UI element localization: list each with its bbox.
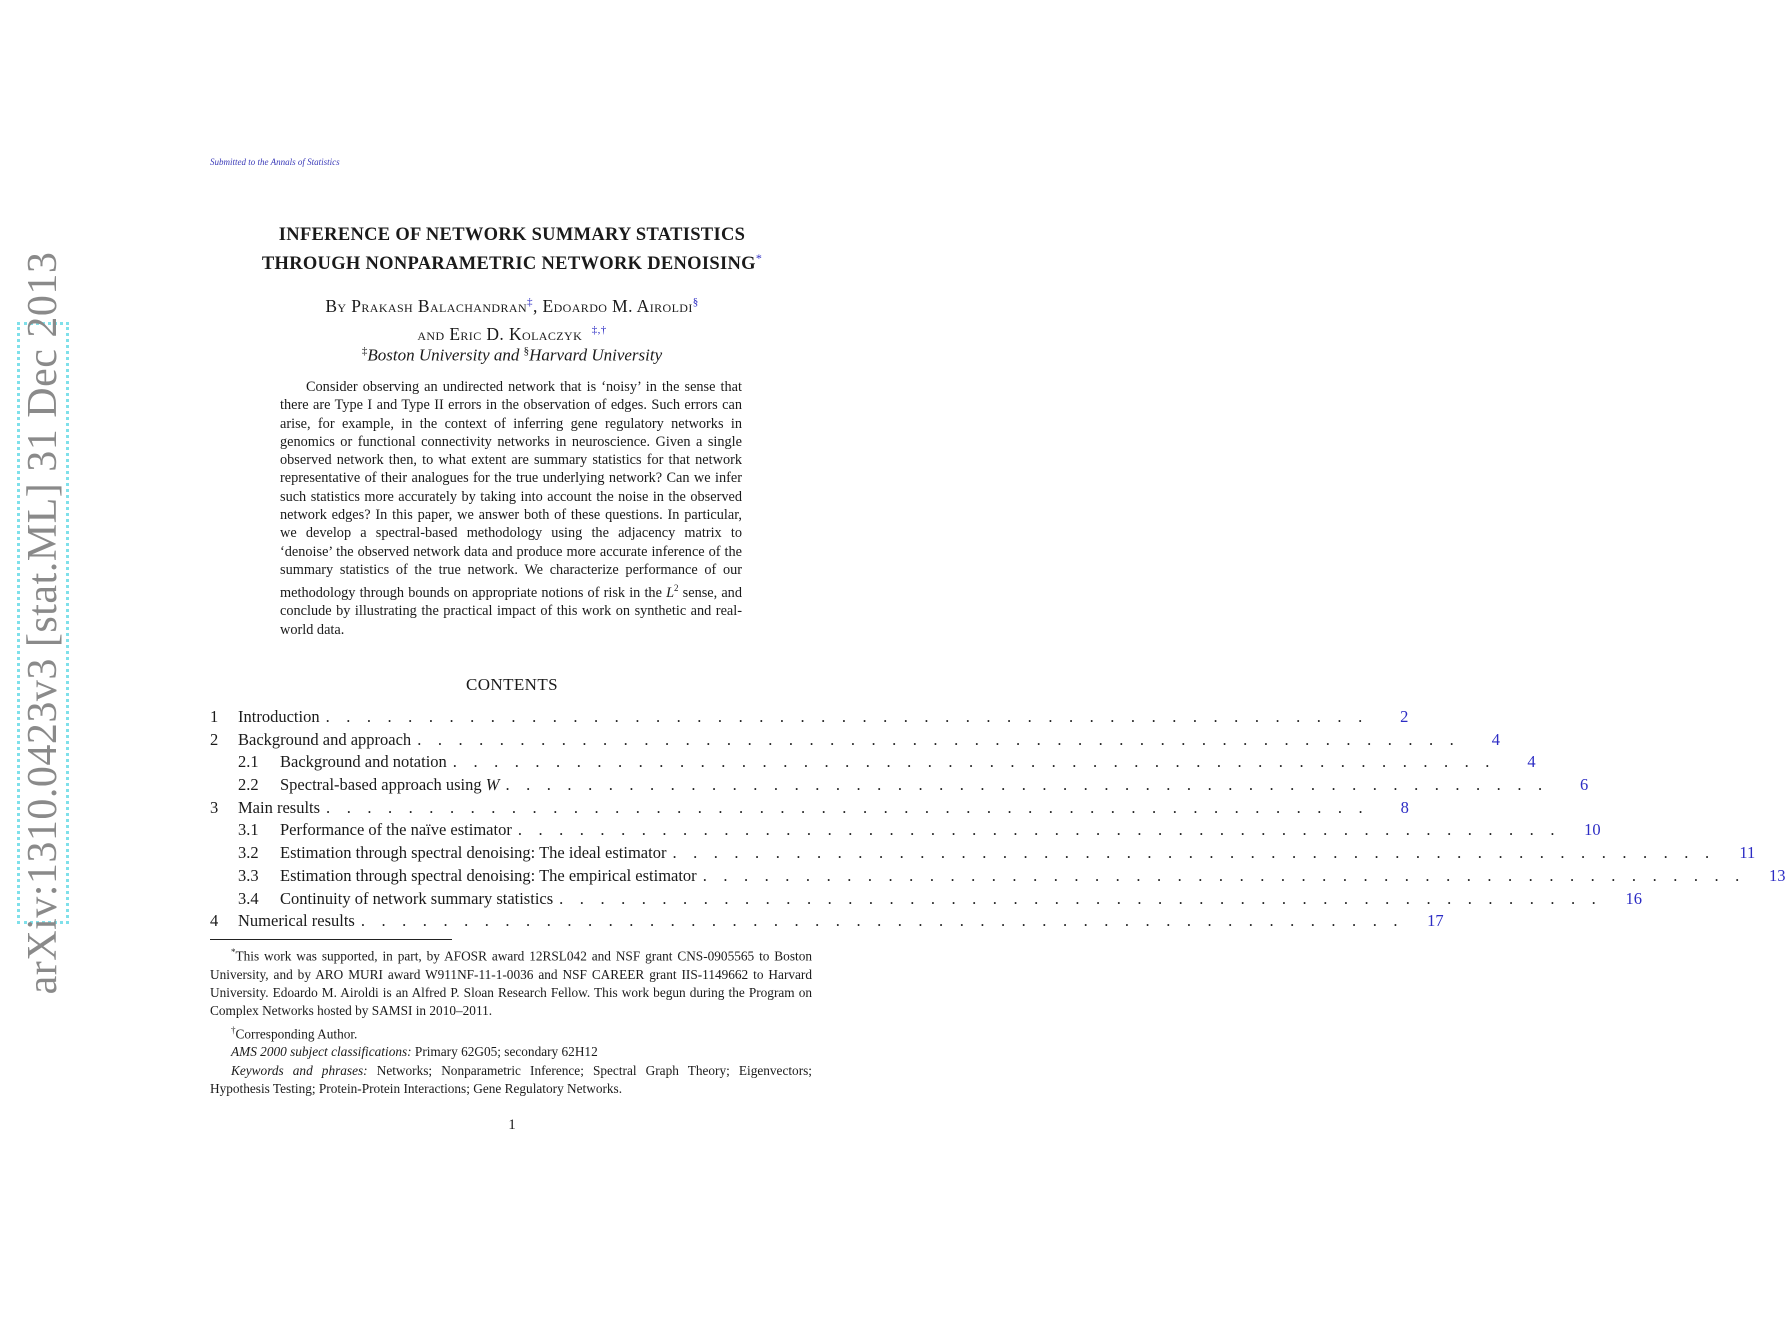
author-list (0, 290, 1024, 346)
submitted-note[interactable]: Submitted to the Annals of Statistics (210, 157, 340, 167)
abstract-text-2: sense, and conclude by illustrating the practical impact of this work on synthetic and real-world data. (280, 585, 742, 638)
title-line-1: INFERENCE OF NETWORK SUMMARY STATISTICS (278, 225, 746, 245)
toc-entry-empirical-estimator[interactable] (210, 865, 1786, 888)
toc-title[interactable]: Background and approach (238, 729, 417, 752)
toc-leader-dots: . . . . . . . . . . . . . . . . . . . . . . . . . . . . . . . . . . . . . . . . . . . . . . . . . . . (505, 775, 1549, 795)
toc-number: 2.1 (238, 752, 259, 772)
affiliations (0, 345, 1024, 366)
affil-harvard: Harvard University (529, 345, 663, 365)
toc-leader-dots: . . . . . . . . . . . . . . . . . . . . . . . . . . . . . . . . . . . . . . . . . . . . . . . . . . . (417, 729, 1461, 749)
toc-entry-main-results[interactable] (210, 797, 1409, 820)
toc-number: 1 (210, 707, 219, 726)
toc-title-math: W (485, 775, 500, 795)
author-kolaczyk: Eric D. Kolaczyk (449, 323, 583, 344)
footnote-mark-star: * (231, 947, 236, 957)
footnote-corresponding-text: Corresponding Author. (235, 1026, 358, 1042)
arxiv-stamp (17, 251, 69, 995)
toc-leader-dots: . . . . . . . . . . . . . . . . . . . . . . . . . . . . . . . . . . . . . . . . . . . . . . . . . . . (452, 752, 1496, 772)
ams-value: Primary 62G05; secondary 62H12 (411, 1044, 598, 1060)
toc-title[interactable]: Introduction (238, 706, 326, 729)
toc-title[interactable]: Estimation through spectral denoising: The ideal estimator (280, 842, 672, 865)
toc-leader-dots: . . . . . . . . . . . . . . . . . . . . . . . . . . . . . . . . . . . . . . . . . . . . . . . . . . . (326, 797, 1369, 817)
toc-page-link[interactable]: 2 (1400, 707, 1409, 726)
toc-entry-numerical-results[interactable] (210, 910, 1444, 933)
toc-title[interactable]: Main results (238, 797, 326, 820)
toc-number: 3 (210, 797, 219, 817)
footnote-rule (210, 939, 452, 940)
title-footnote-mark[interactable]: * (755, 251, 763, 265)
toc-page-link[interactable]: 11 (1739, 843, 1756, 863)
toc-page-link[interactable]: 4 (1527, 752, 1536, 772)
affil-boston: Boston University (367, 345, 490, 365)
toc-page-link[interactable]: 16 (1625, 888, 1642, 908)
title-line-2-text: THROUGH NONPARAMETRIC NETWORK DENOISING (261, 254, 756, 275)
toc-number: 2 (210, 729, 219, 749)
footnote-funding (210, 943, 812, 1021)
footnote-mark-dagger: † (231, 1024, 236, 1035)
affil-and: and (489, 345, 524, 365)
ams-label: AMS 2000 subject classifications: (231, 1044, 412, 1060)
toc-title[interactable] (280, 774, 505, 797)
toc-number: 3.1 (238, 820, 259, 840)
toc-number: 3.3 (238, 865, 259, 885)
author-airoldi: Edoardo M. Airoldi (542, 295, 693, 316)
author-line-1 (0, 290, 1024, 318)
toc-title[interactable]: Performance of the naïve estimator (280, 819, 518, 842)
toc-title[interactable]: Numerical results (238, 910, 361, 933)
table-of-contents (210, 706, 1786, 933)
toc-title[interactable]: Continuity of network summary statistics (280, 888, 559, 911)
toc-entry-background-approach[interactable] (210, 729, 1501, 752)
toc-leader-dots: . . . . . . . . . . . . . . . . . . . . . . . . . . . . . . . . . . . . . . . . . . . . . . . . . . . (325, 707, 1369, 726)
toc-number: 4 (210, 911, 219, 931)
keywords (210, 1062, 812, 1099)
toc-number: 3.4 (238, 888, 259, 908)
abstract (280, 378, 742, 639)
contents-heading: CONTENTS (466, 675, 558, 694)
abstract-math-sup: 2 (674, 583, 679, 594)
toc-entry-background-notation[interactable] (210, 751, 1536, 774)
toc-leader-dots: . . . . . . . . . . . . . . . . . . . . . . . . . . . . . . . . . . . . . . . . . . . . . . . . . . . (702, 865, 1746, 885)
paper-title (0, 224, 1024, 276)
abstract-text-1: Consider observing an undirected network that is ‘noisy’ in the sense that there are Type I and Type II errors in the observation of edges. Such errors can arise, for example, in the context of inferring gene regulatory networks in genomics or functional connectivity networks in neuroscience. Given a single observed network then, to what extent are summary statistics for that network representative of their analogues for the true underlying network? Can we infer such statistics more accurately by taking into account the noise in the observed network edges? In this paper, we answer both of these questions. In particular, we develop a spectral-based methodology using the adjacency matrix to ‘denoise’ the observed network data and produce more accurate inference of the summary statistics of the true network. We characterize performance of our methodology through bounds on appropriate notions of risk in the (280, 379, 742, 602)
author-balachandran: Prakash Balachandran (351, 295, 528, 316)
page-number: 1 (508, 1117, 516, 1133)
by-label: By (325, 295, 347, 316)
author-mark-3: ‡,† (591, 323, 607, 336)
keywords-value: Networks; Nonparametric Inference; Spectral Graph Theory; Eigenvectors; Hypothesis Testing; Protein-Protein Interactions; Gene Regulatory Networks. (210, 1062, 813, 1096)
author-line-2 (0, 318, 1024, 346)
toc-page-link[interactable]: 8 (1400, 797, 1409, 817)
toc-leader-dots: . . . . . . . . . . . . . . . . . . . . . . . . . . . . . . . . . . . . . . . . . . . . . . . . . . . (559, 888, 1602, 908)
toc-leader-dots: . . . . . . . . . . . . . . . . . . . . . . . . . . . . . . . . . . . . . . . . . . . . . . . . . . . (360, 911, 1404, 931)
toc-page-link[interactable]: 13 (1769, 865, 1786, 885)
toc-entry-ideal-estimator[interactable] (210, 842, 1756, 865)
keywords-label: Keywords and phrases: (231, 1062, 368, 1078)
toc-number: 2.2 (238, 775, 259, 795)
toc-page-link[interactable]: 6 (1580, 775, 1589, 795)
affil-mark-1: ‡ (361, 345, 368, 357)
toc-leader-dots: . . . . . . . . . . . . . . . . . . . . . . . . . . . . . . . . . . . . . . . . . . . . . . . . . . . (672, 843, 1716, 863)
abstract-math-l: L (666, 585, 675, 602)
arxiv-stamp-text: arXiv:1310.0423v3 [stat.ML] 31 Dec 2013 (20, 251, 66, 995)
toc-page-link[interactable]: 10 (1584, 820, 1601, 840)
toc-page-link[interactable]: 4 (1491, 729, 1501, 749)
toc-page-link[interactable]: 17 (1427, 911, 1444, 931)
toc-entry-introduction[interactable] (210, 706, 1409, 729)
toc-title[interactable]: Background and notation (280, 751, 453, 774)
toc-title-text: Spectral-based approach using (280, 775, 482, 795)
toc-entry-continuity[interactable] (210, 888, 1642, 911)
author-mark-1: ‡ (527, 296, 533, 308)
and-label: and (417, 323, 445, 344)
footnote-corresponding (210, 1021, 812, 1044)
toc-title[interactable]: Estimation through spectral denoising: The empirical estimator (280, 865, 703, 888)
author-mark-2: § (692, 296, 699, 308)
footnotes (210, 943, 812, 1098)
toc-entry-spectral-approach[interactable] (210, 774, 1589, 797)
footnote-funding-text: This work was supported, in part, by AFOSR award 12RSL042 and NSF grant CNS-0905565 to Boston University, and by ARO MURI award W911NF-11-1-0036 and NSF CAREER grant IIS-1149662 to Harvard University. Edoardo M. Airoldi is an Alfred P. Sloan Research Fellow. This work begun during the Program on Complex Networks hosted by SAMSI in 2010–2011. (210, 948, 812, 1019)
toc-leader-dots: . . . . . . . . . . . . . . . . . . . . . . . . . . . . . . . . . . . . . . . . . . . . . . . . . . . (517, 820, 1561, 840)
toc-entry-naive-estimator[interactable] (210, 819, 1601, 842)
title-line-2 (0, 247, 1024, 276)
toc-number: 3.2 (238, 843, 259, 863)
author-separator: , (532, 295, 543, 316)
affil-mark-2: § (523, 345, 530, 357)
ams-classification (210, 1043, 812, 1061)
